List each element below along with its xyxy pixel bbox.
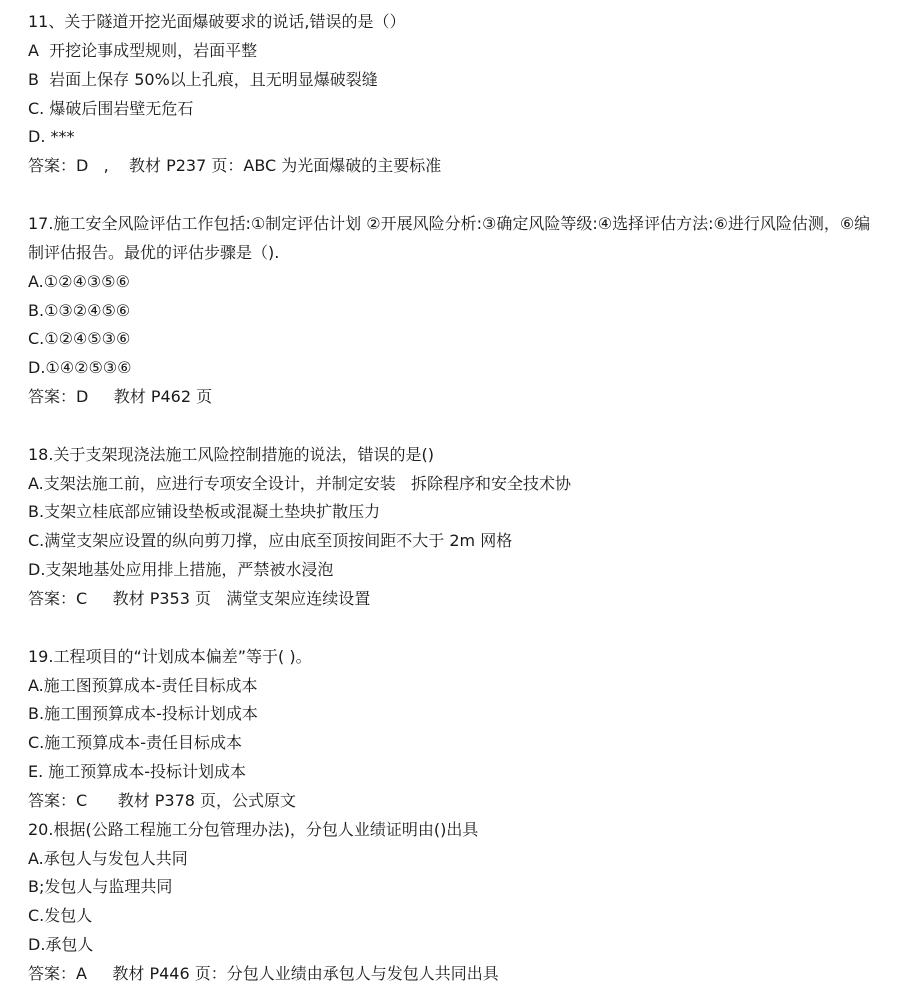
answer-line: 答案：D 教材 P462 页 [28,387,213,406]
option: A.①②④③⑤⑥ [28,272,130,291]
option: B.施工围预算成本-投标计划成本 [28,704,258,723]
option: D.承包人 [28,935,94,954]
option: C.发包人 [28,906,93,925]
question-stem: 17.施工安全风险评估工作包括:①制定评估计划 ②开展风险分析:③确定风险等级:④选择评估方法:⑥进行风险估测，⑥编制评估报告。最优的评估步骤是（). [28,214,871,262]
option: A.承包人与发包人共同 [28,849,188,868]
option: B 岩面上保存 50%以上孔痕，且无明显爆破裂缝 [28,70,378,89]
question-stem: 11、关于隧道开挖光面爆破要求的说话,错误的是（） [28,12,406,31]
option: C. 爆破后围岩壁无危石 [28,99,194,118]
option: E. 施工预算成本-投标计划成本 [28,762,247,781]
option: C.施工预算成本-责任目标成本 [28,733,243,752]
option: D.①④②⑤③⑥ [28,358,132,377]
option: B;发包人与监理共同 [28,877,173,896]
answer-line: 答案：D , 教材 P237 页：ABC 为光面爆破的主要标准 [28,156,442,175]
option: A.支架法施工前，应进行专项安全设计，并制定安装 拆除程序和安全技术协 [28,474,572,493]
question-stem: 20.根据(公路工程施工分包管理办法)，分包人业绩证明由()出具 [28,820,479,839]
option: B.支架立桂底部应铺设垫板或混凝土垫块扩散压力 [28,502,381,521]
answer-line: 答案：A 教材 P446 页：分包人业绩由承包人与发包人共同出具 [28,964,499,983]
answer-line: 答案：C 教材 P353 页 满堂支架应连续设置 [28,589,371,608]
option: A 开挖论事成型规则，岩面平整 [28,41,258,60]
option: D.支架地基处应用排上措施，严禁被水浸泡 [28,560,334,579]
answer-line: 答案：C 教材 P378 页，公式原文 [28,791,297,810]
option: C.①②④⑤③⑥ [28,329,131,348]
option: C.满堂支架应设置的纵向剪刀撑，应由底至顶按间距不大于 2m 网格 [28,531,513,550]
option: A.施工图预算成本-责任目标成本 [28,676,258,695]
option: D. *** [28,127,75,146]
option: B.①③②④⑤⑥ [28,301,131,320]
question-stem: 18.关于支架现浇法施工风险控制措施的说法，错误的是() [28,445,434,464]
question-stem: 19.工程项目的“计划成本偏差”等于( )。 [28,647,312,666]
